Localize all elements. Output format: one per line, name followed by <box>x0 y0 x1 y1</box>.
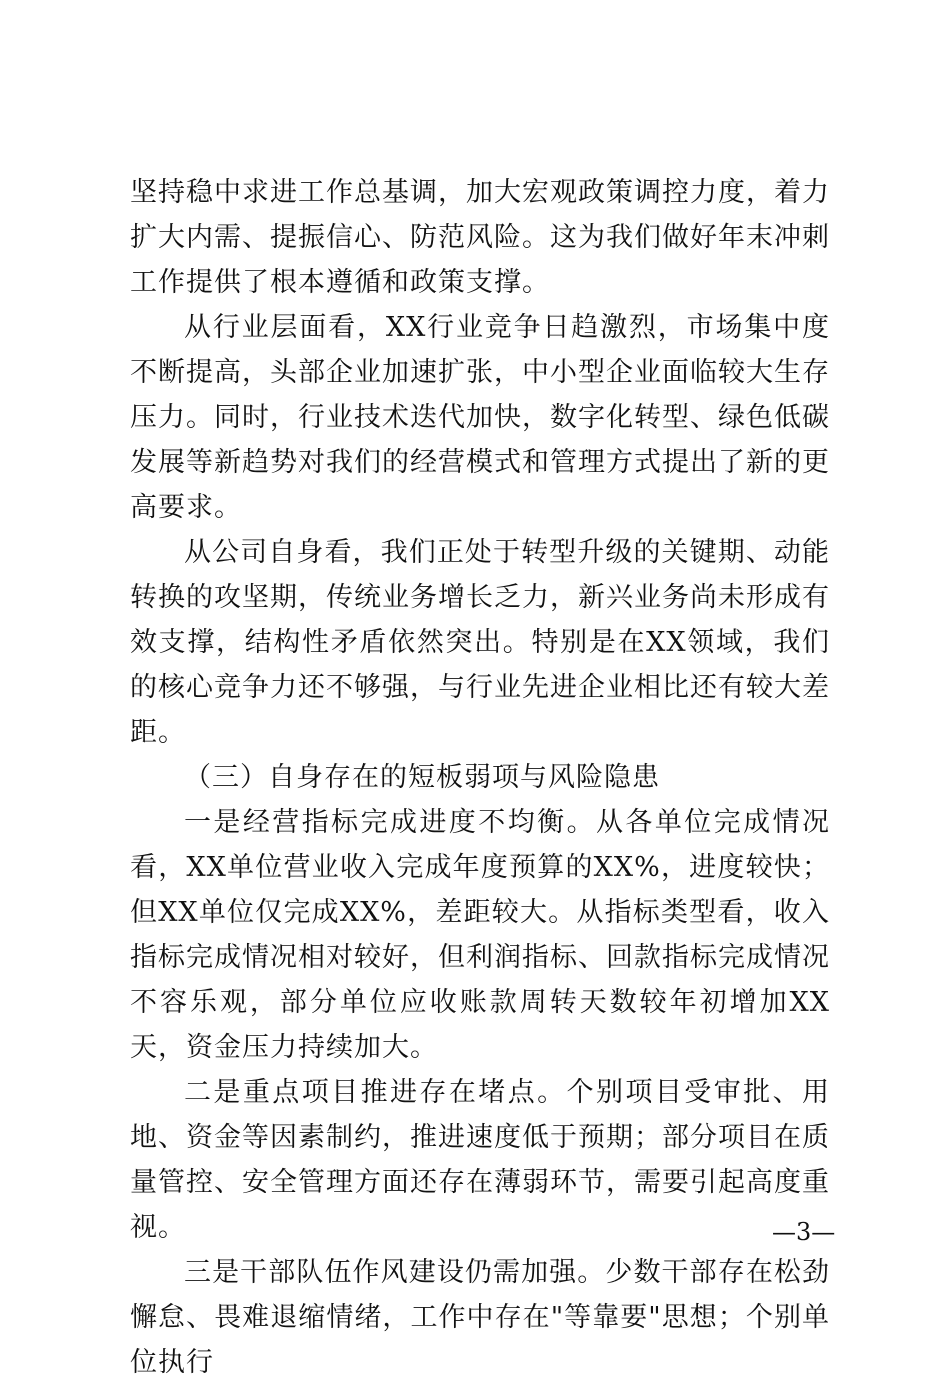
section-heading: （三）自身存在的短板弱项与风险隐患 <box>184 762 660 793</box>
paragraph-continuation: 坚持稳中求进工作总基调，加大宏观政策调控力度，着力扩大内需、提振信心、防范风险。这为我们做好年末冲刺工作提供了根本遵循和政策支撑。 <box>130 177 830 298</box>
paragraph-point-three: 三是干部队伍作风建设仍需加强。少数干部存在松劲懈怠、畏难退缩情绪，工作中存在"等靠要"思想；个别单位执行 <box>130 1257 830 1378</box>
body-text <box>130 170 830 1385</box>
paragraph-point-one: 一是经营指标完成进度不均衡。从各单位完成情况看，XX单位营业收入完成年度预算的XX%，进度较快；但XX单位仅完成XX%，差距较大。从指标类型看，收入指标完成情况相对较好，但利润指标、回款指标完成情况不容乐观，部分单位应收账款周转天数较年初增加XX天，资金压力持续加大。 <box>130 807 830 1063</box>
paragraph-point-two: 二是重点项目推进存在堵点。个别项目受审批、用地、资金等因素制约，推进速度低于预期；部分项目在质量管控、安全管理方面还存在薄弱环节，需要引起高度重视。 <box>130 1077 830 1243</box>
paragraph-industry: 从行业层面看，XX行业竞争日趋激烈，市场集中度不断提高，头部企业加速扩张，中小型企业面临较大生存压力。同时，行业技术迭代加快，数字化转型、绿色低碳发展等新趋势对我们的经营模式和管理方式提出了新的更高要求。 <box>130 312 830 523</box>
paragraph-company: 从公司自身看，我们正处于转型升级的关键期、动能转换的攻坚期，传统业务增长乏力，新兴业务尚未形成有效支撑，结构性矛盾依然突出。特别是在XX领域，我们的核心竞争力还不够强，与行业先进企业相比还有较大差距。 <box>130 537 830 748</box>
page-number: —3— <box>772 1218 836 1246</box>
